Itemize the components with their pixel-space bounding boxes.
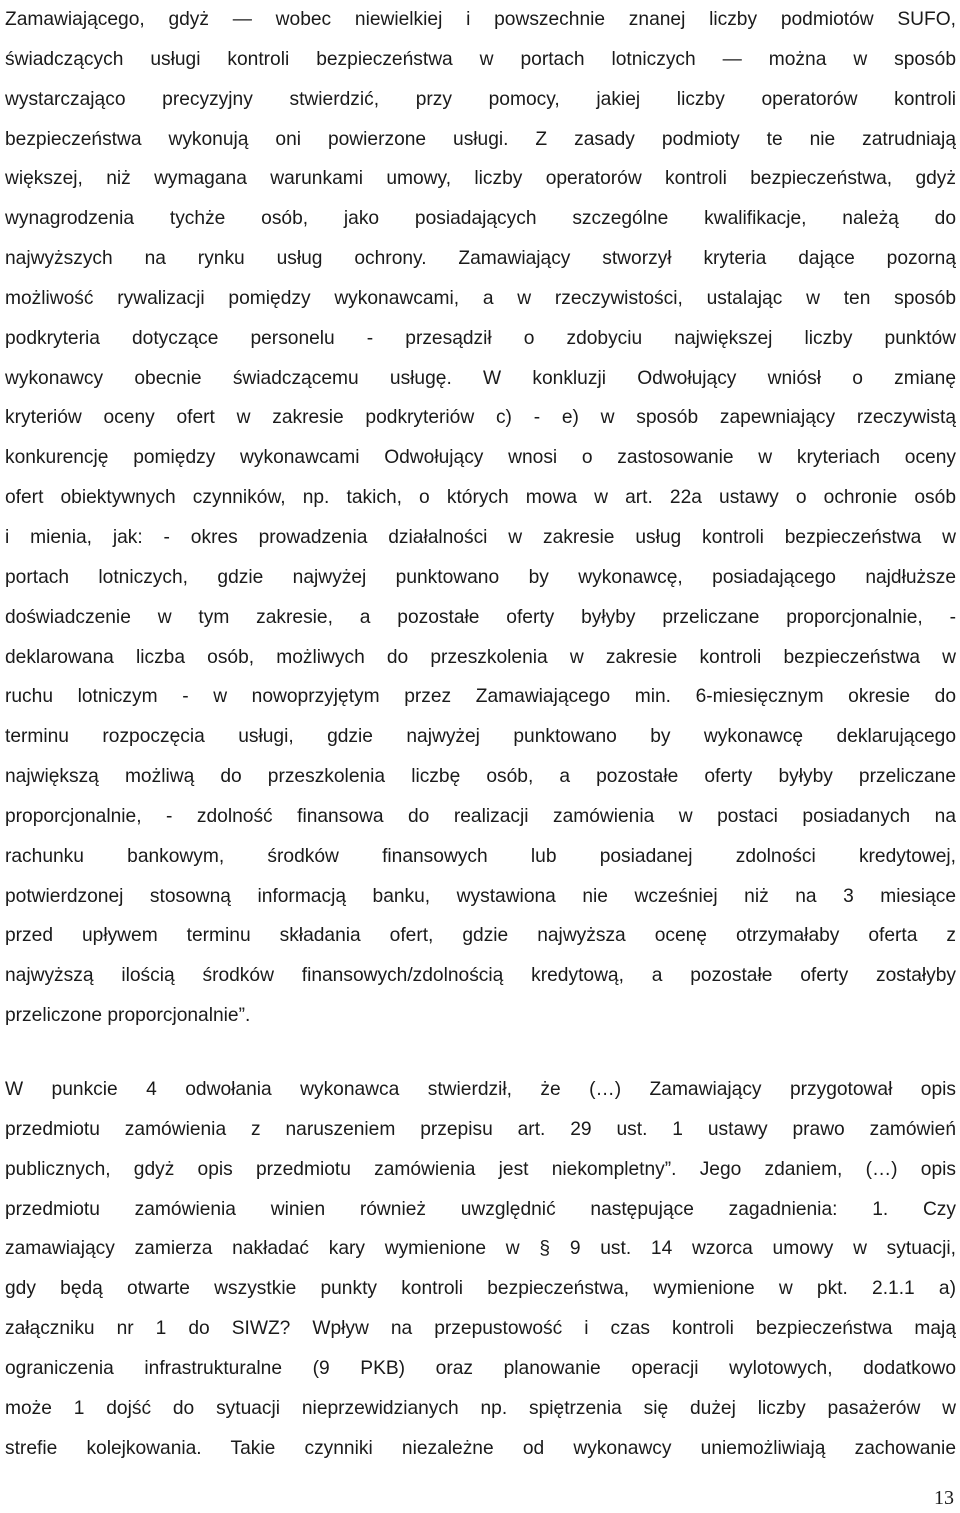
- paragraph-2: [5, 1070, 956, 1468]
- text-line: świadczących usługi kontroli bezpieczeństwa w portach lotniczych — można w sposób: [5, 48, 956, 70]
- text-line: i mienia, jak: - okres prowadzenia działalności w zakresie usług kontroli bezpieczeństwa w: [5, 526, 956, 548]
- text-line: ofert obiektywnych czynników, np. takich, o których mowa w art. 22a ustawy o ochronie osób: [5, 487, 956, 509]
- text-line: potwierdzonej stosowną informacją banku, wystawiona nie wcześniej niż na 3 miesiące: [5, 885, 956, 907]
- text-line: portach lotniczych, gdzie najwyżej punktowano by wykonawcę, posiadającego najdłuższe: [5, 566, 956, 588]
- text-line: przedmiotu zamówienia winien również uwzględnić następujące zagadnienia: 1. Czy: [5, 1198, 956, 1220]
- text-line: strefie kolejkowania. Takie czynniki niezależne od wykonawcy uniemożliwiają zachowanie: [5, 1437, 956, 1459]
- text-line: terminu rozpoczęcia usługi, gdzie najwyżej punktowano by wykonawcę deklarującego: [5, 726, 956, 748]
- text-line: przeliczone proporcjonalnie”.: [5, 1005, 251, 1027]
- text-line: największą możliwą do przeszkolenia liczbę osób, a pozostałe oferty byłyby przeliczane: [5, 766, 956, 788]
- text-line: publicznych, gdyż opis przedmiotu zamówienia jest niekompletny”. Jego zdaniem, (…) opis: [5, 1158, 956, 1180]
- text-line: większej, niż wymagana warunkami umowy, liczby operatorów kontroli bezpieczeństwa, gdyż: [5, 168, 956, 190]
- text-line: rachunku bankowym, środków finansowych lub posiadanej zdolności kredytowej,: [5, 845, 956, 867]
- text-line: Zamawiającego, gdyż — wobec niewielkiej i powszechnie znanej liczby podmiotów SUFO,: [5, 9, 956, 30]
- text-line: ograniczenia infrastrukturalne (9 PKB) oraz planowanie operacji wylotowych, dodatkowo: [5, 1357, 956, 1379]
- text-line: proporcjonalnie, - zdolność finansowa do realizacji zamówienia w postaci posiadanych na: [5, 805, 956, 827]
- text-line: wynagrodzenia tychże osób, jako posiadających szczególne kwalifikacje, należą do: [5, 208, 956, 230]
- text-line: doświadczenie w tym zakresie, a pozostałe oferty byłyby przeliczane proporcjonalnie, -: [5, 606, 956, 628]
- paragraph-1: [5, 0, 956, 1036]
- text-line: wystarczająco precyzyjny stwierdzić, przy pomocy, jakiej liczby operatorów kontroli: [5, 88, 956, 110]
- text-line: podkryteria dotyczące personelu - przesądził o zdobyciu największej liczby punktów: [5, 327, 956, 349]
- text-line: kryteriów oceny ofert w zakresie podkryteriów c) - e) w sposób zapewniający rzeczywistą: [5, 407, 956, 429]
- text-line: deklarowana liczba osób, możliwych do przeszkolenia w zakresie kontroli bezpieczeństwa w: [5, 646, 956, 668]
- text-line: najwyższych na rynku usług ochrony. Zamawiający stworzył kryteria dające pozorną: [5, 248, 956, 270]
- text-line: możliwość rywalizacji pomiędzy wykonawcami, a w rzeczywistości, ustalając w ten sposób: [5, 287, 956, 309]
- text-line: zamawiający zamierza nakładać kary wymienione w § 9 ust. 14 wzorca umowy w sytuacji,: [5, 1238, 956, 1260]
- text-line: najwyższą ilością środków finansowych/zdolnością kredytową, a pozostałe oferty zostałyby: [5, 965, 956, 987]
- text-line: przed upływem terminu składania ofert, gdzie najwyższa ocenę otrzymałaby oferta z: [5, 925, 956, 947]
- text-line: przedmiotu zamówienia z naruszeniem przepisu art. 29 ust. 1 ustawy prawo zamówień: [5, 1118, 956, 1140]
- text-line: ruchu lotniczym - w nowoprzyjętym przez Zamawiającego min. 6-miesięcznym okresie do: [5, 686, 956, 708]
- page-number: 13: [934, 1487, 954, 1509]
- text-line: konkurencję pomiędzy wykonawcami Odwołujący wnosi o zastosowanie w kryteriach oceny: [5, 447, 956, 469]
- text-line: gdy będą otwarte wszystkie punkty kontroli bezpieczeństwa, wymienione w pkt. 2.1.1 a): [5, 1278, 956, 1300]
- text-line: może 1 dojść do sytuacji nieprzewidzianych np. spiętrzenia się dużej liczby pasażerów w: [5, 1397, 956, 1419]
- text-line: W punkcie 4 odwołania wykonawca stwierdził, że (…) Zamawiający przygotował opis: [5, 1079, 956, 1100]
- text-line: załączniku nr 1 do SIWZ? Wpływ na przepustowość i czas kontroli bezpieczeństwa mają: [5, 1318, 956, 1340]
- text-line: bezpieczeństwa wykonują oni powierzone usługi. Z zasady podmioty te nie zatrudniają: [5, 128, 956, 150]
- text-line: wykonawcy obecnie świadczącemu usługę. W konkluzji Odwołujący wniósł o zmianę: [5, 367, 956, 389]
